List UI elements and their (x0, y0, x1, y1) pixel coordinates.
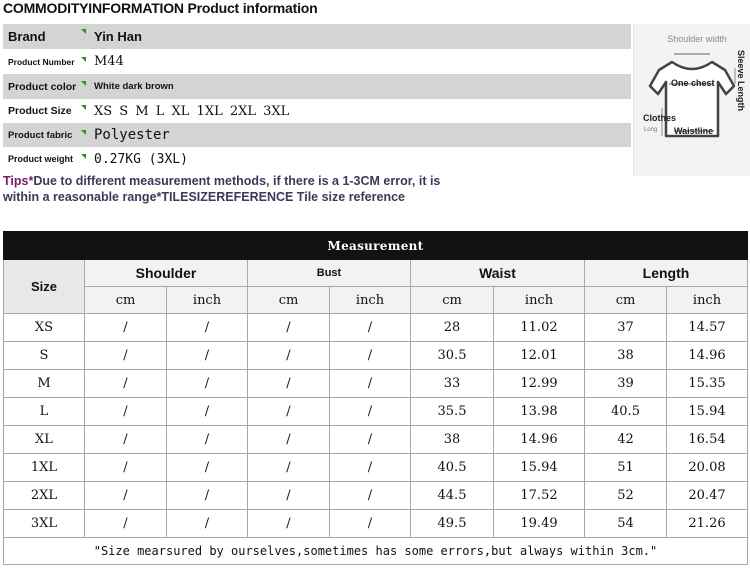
measurement-cell: / (248, 342, 330, 370)
measurement-cell: 14.96 (494, 426, 585, 454)
size-cell: L (4, 398, 85, 426)
info-row-product-color (3, 74, 631, 99)
measurement-cell: / (85, 314, 167, 342)
info-label: Product color (3, 81, 86, 93)
measurement-cell: / (167, 370, 248, 398)
size-column-header: Size (4, 260, 85, 314)
measurement-cell: 15.94 (667, 398, 748, 426)
measurement-cell: / (248, 482, 330, 510)
measurement-cell: / (330, 454, 411, 482)
measurement-cell: / (85, 482, 167, 510)
measurement-cell: 15.94 (494, 454, 585, 482)
table-row (4, 314, 748, 342)
diagram-label-chest: One chest (671, 78, 715, 88)
measurement-cell: 28 (411, 314, 494, 342)
product-info-table (3, 24, 631, 171)
measurement-cell: 54 (585, 510, 667, 538)
size-cell: XS (4, 314, 85, 342)
diagram-label-sleeve: Sleeve Length (736, 50, 746, 112)
unit-header: inch (494, 287, 585, 314)
measurement-cell: 49.5 (411, 510, 494, 538)
measurement-cell: / (248, 314, 330, 342)
group-header-length: Length (585, 260, 748, 287)
measurement-cell: 17.52 (494, 482, 585, 510)
measurement-cell: / (330, 398, 411, 426)
page-title: COMMODITYINFORMATION Product information (3, 0, 318, 16)
unit-header: inch (167, 287, 248, 314)
measurement-cell: / (330, 510, 411, 538)
measurement-cell: / (330, 342, 411, 370)
diagram-label-shoulder: Shoulder width (667, 34, 727, 44)
info-label: Product Size (3, 105, 86, 117)
measurement-cell: / (85, 510, 167, 538)
measurement-cell: / (167, 342, 248, 370)
diagram-label-long: Long (644, 127, 658, 133)
diagram-label-waistline: Waistline (674, 126, 714, 136)
measurement-cell: 38 (411, 426, 494, 454)
measurement-cell: 39 (585, 370, 667, 398)
measurement-cell: 42 (585, 426, 667, 454)
table-row (4, 342, 748, 370)
unit-header: cm (248, 287, 330, 314)
measurement-cell: / (85, 426, 167, 454)
measurement-cell: 37 (585, 314, 667, 342)
table-row (4, 426, 748, 454)
info-row-product-number (3, 49, 631, 74)
measurement-cell: / (248, 426, 330, 454)
table-row (4, 454, 748, 482)
measurement-cell: 44.5 (411, 482, 494, 510)
measurement-cell: 38 (585, 342, 667, 370)
info-value: Polyester (94, 127, 170, 143)
group-header-waist: Waist (411, 260, 585, 287)
measurement-cell: / (85, 398, 167, 426)
table-row (4, 398, 748, 426)
measurement-cell: 52 (585, 482, 667, 510)
measurement-cell: / (248, 454, 330, 482)
info-label: Brand (3, 29, 86, 44)
size-cell: S (4, 342, 85, 370)
group-header-bust: Bust (248, 260, 411, 287)
diagram-label-clothes: Clothes (643, 113, 677, 123)
size-cell: M (4, 370, 85, 398)
measurement-cell: / (248, 398, 330, 426)
info-row-product-fabric (3, 123, 631, 147)
info-label: Product fabric (3, 130, 86, 141)
info-label: Product weight (3, 154, 86, 164)
measurement-cell: 12.01 (494, 342, 585, 370)
info-row-brand (3, 24, 631, 49)
info-value: XS S M L XL 1XL 2XL 3XL (94, 103, 290, 119)
measurement-cell: 30.5 (411, 342, 494, 370)
measurement-cell: 11.02 (494, 314, 585, 342)
measurement-cell: / (330, 482, 411, 510)
info-label: Product Number (3, 57, 86, 67)
unit-header: inch (330, 287, 411, 314)
unit-header: cm (85, 287, 167, 314)
measurement-table (3, 231, 748, 565)
measurement-cell: 35.5 (411, 398, 494, 426)
measurement-cell: 12.99 (494, 370, 585, 398)
table-row (4, 370, 748, 398)
measurement-cell: 19.49 (494, 510, 585, 538)
size-cell: XL (4, 426, 85, 454)
measurement-cell: / (85, 370, 167, 398)
measurement-cell: 33 (411, 370, 494, 398)
measurement-cell: / (167, 426, 248, 454)
measurement-cell: / (330, 370, 411, 398)
table-row (4, 510, 748, 538)
group-header-shoulder: Shoulder (85, 260, 248, 287)
measurement-cell: 51 (585, 454, 667, 482)
measurement-cell: 14.57 (667, 314, 748, 342)
measurement-cell: / (167, 454, 248, 482)
measurement-cell: 15.35 (667, 370, 748, 398)
unit-header: cm (585, 287, 667, 314)
info-value: White dark brown (94, 81, 174, 92)
table-row (4, 482, 748, 510)
tips-lead: Tips* (3, 174, 34, 188)
size-cell: 3XL (4, 510, 85, 538)
measurement-cell: 40.5 (585, 398, 667, 426)
size-cell: 2XL (4, 482, 85, 510)
measurement-cell: / (167, 314, 248, 342)
measurement-cell: 13.98 (494, 398, 585, 426)
info-value: 0.27KG (3XL) (94, 151, 188, 167)
measurement-note: "Size mearsured by ourselves,sometimes has some errors,but always within 3cm." (4, 538, 748, 565)
measurement-cell: / (85, 454, 167, 482)
measurement-cell: / (248, 370, 330, 398)
measurement-cell: 16.54 (667, 426, 748, 454)
info-value: Yin Han (94, 29, 142, 44)
unit-header: inch (667, 287, 748, 314)
measurement-cell: / (248, 510, 330, 538)
tips-note (3, 174, 463, 205)
diagram-label (667, 34, 727, 44)
measurement-cell: 21.26 (667, 510, 748, 538)
measurement-cell: / (167, 398, 248, 426)
info-value: M44 (94, 54, 124, 69)
unit-header: cm (411, 287, 494, 314)
measurement-cell: / (330, 426, 411, 454)
measurement-title: Measurement (4, 232, 748, 260)
garment-size-diagram (633, 24, 750, 176)
tshirt-diagram-icon (634, 24, 750, 176)
info-row-product-size (3, 99, 631, 123)
info-row-product-weight (3, 147, 631, 171)
measurement-cell: 40.5 (411, 454, 494, 482)
size-cell: 1XL (4, 454, 85, 482)
measurement-cell: / (167, 482, 248, 510)
measurement-cell: / (167, 510, 248, 538)
measurement-cell: 14.96 (667, 342, 748, 370)
measurement-cell: 20.08 (667, 454, 748, 482)
measurement-cell: / (330, 314, 411, 342)
measurement-cell: / (85, 342, 167, 370)
tips-text: Due to different measurement methods, if there is a 1-3CM error, it is within a reasonable range*TILESIZEREFERENCE Tile size reference (3, 174, 441, 204)
measurement-cell: 20.47 (667, 482, 748, 510)
